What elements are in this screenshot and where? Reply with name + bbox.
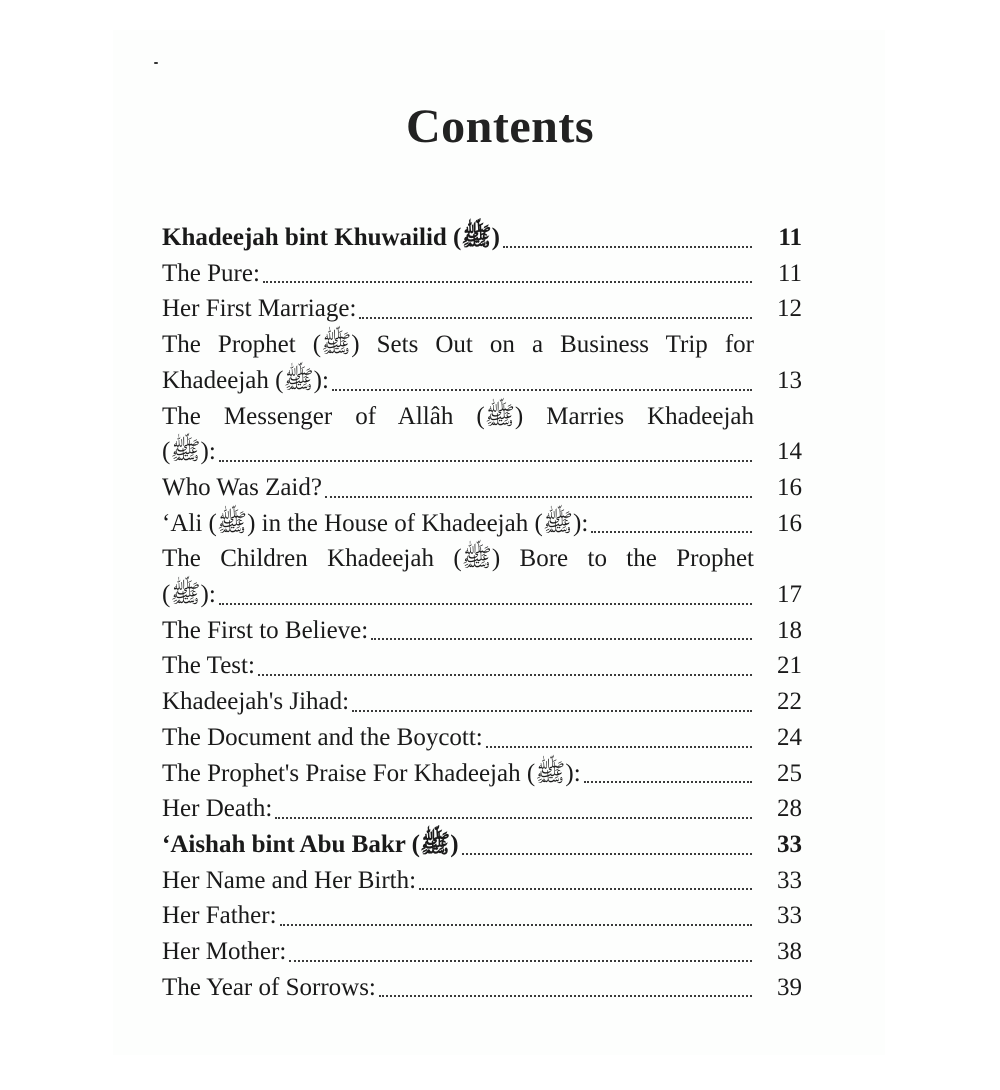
toc-entry [162,720,802,756]
toc-entry [162,220,802,256]
toc-page-number: 38 [777,938,802,966]
toc-entry-title-line1: The Prophet (ﷺ) Sets Out on a Business Trip for [162,331,754,359]
dot-leader [419,887,752,890]
toc-entry-multiline [162,541,802,612]
dot-leader [258,673,752,676]
toc-page-number: 11 [777,259,802,287]
toc-page-number: 24 [777,723,802,751]
dot-leader [359,316,752,319]
toc-page-number: 18 [777,616,802,644]
toc-page-number: 33 [777,902,802,930]
toc-entry [162,970,802,1006]
toc-entry-title: The Document and the Boycott: [162,723,483,751]
toc-entry [162,827,802,863]
toc-page-number: 13 [777,366,802,394]
dot-leader [462,852,752,855]
dot-leader [352,709,752,712]
toc-entry-title-line2: (ﷺ): [162,581,216,609]
toc-page-number: 12 [777,295,802,323]
toc-page-number: 33 [777,830,802,858]
toc-entry [162,470,802,506]
dot-leader [219,459,752,462]
toc-entry-title: Her Mother: [162,938,287,966]
dot-leader [486,745,752,748]
dot-leader [289,959,752,962]
toc-entry [162,613,802,649]
toc-page-number: 22 [777,688,802,716]
toc-entry-multiline [162,399,802,470]
dot-leader [219,602,752,605]
toc-entry [162,291,802,327]
toc-entry-title: Her Name and Her Birth: [162,866,417,894]
toc-entry-title: Khadeejah's Jihad: [162,688,350,716]
dot-leader [275,816,752,819]
toc-entry [162,256,802,292]
toc-entry [162,934,802,970]
toc-page-number: 39 [777,973,802,1001]
toc-entry-title: ‘Aishah bint Abu Bakr (ﷺ) [162,830,459,858]
toc-entry-title: Her First Marriage: [162,295,357,323]
toc-entry-line2 [162,577,802,613]
toc-entry-title: ‘Ali (ﷺ) in the House of Khadeejah (ﷺ): [162,509,589,537]
toc-entry [162,684,802,720]
toc-page-number: 11 [778,224,802,251]
toc-entry-title: The Pure: [162,259,260,287]
toc-page-number: 25 [777,759,802,787]
toc-entry-line2 [162,363,802,399]
dot-leader [591,530,752,533]
dot-leader [584,780,752,783]
toc-entry-title: Khadeejah bint Khuwailid (ﷺ) [162,224,500,251]
dot-leader [280,923,752,926]
toc-entry [162,791,802,827]
toc-entry-title: The First to Believe: [162,616,369,644]
toc-entry-line2 [162,434,802,470]
toc-page-number: 21 [777,652,802,680]
toc-entry-title-line2: (ﷺ): [162,438,216,466]
toc-entry-title: The Prophet's Praise For Khadeejah (ﷺ): [162,759,581,787]
dot-leader [332,388,752,391]
toc-entry-title-line2: Khadeejah (ﷺ): [162,366,329,394]
toc-entry-title: The Test: [162,652,255,680]
toc-page-number: 33 [777,866,802,894]
toc-entry [162,756,802,792]
dot-leader [263,280,752,283]
toc-page-number: 16 [777,473,802,501]
toc-page-number: 16 [777,509,802,537]
dot-leader [371,637,752,640]
toc-entry [162,863,802,899]
toc-page-number: 17 [777,581,802,609]
toc-entry [162,898,802,934]
page-speck [154,62,158,64]
toc-entry-multiline [162,327,802,398]
toc-entry-title: Who Was Zaid? [162,473,322,501]
table-of-contents [162,220,802,1005]
page-title: Contents [405,100,594,153]
toc-page-number: 28 [777,795,802,823]
toc-entry [162,506,802,542]
dot-leader [325,495,752,498]
toc-entry-title: Her Death: [162,795,273,823]
toc-entry-title-line1: The Children Khadeejah (ﷺ) Bore to the Prophet [162,545,754,573]
toc-entry [162,648,802,684]
toc-entry-title: The Year of Sorrows: [162,973,376,1001]
toc-page-number: 14 [777,438,802,466]
toc-entry-title-line1: The Messenger of Allâh (ﷺ) Marries Khadeejah [162,402,754,430]
dot-leader [503,245,752,248]
toc-entry-title: Her Father: [162,902,277,930]
dot-leader [379,994,752,997]
